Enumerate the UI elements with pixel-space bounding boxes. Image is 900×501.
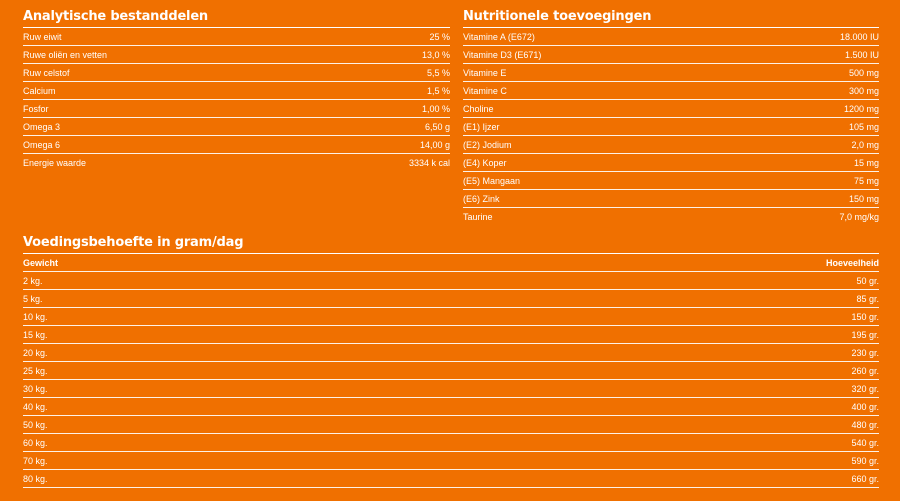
row-label: 20 kg.: [23, 347, 48, 358]
row-label: Fosfor: [23, 103, 49, 114]
row-label: Vitamine C: [463, 85, 507, 96]
table-row: [23, 452, 879, 470]
voeding-section: [23, 235, 879, 488]
row-label: (E4) Koper: [463, 157, 507, 168]
table-row: [23, 344, 879, 362]
row-label: (E5) Mangaan: [463, 175, 521, 186]
table-row: [463, 118, 879, 136]
table-row: [23, 272, 879, 290]
table-row: [23, 118, 450, 136]
row-label: Vitamine A (E672): [463, 31, 535, 42]
table-row: [23, 416, 879, 434]
row-label: 40 kg.: [23, 401, 48, 412]
table-row: [463, 208, 879, 225]
row-label: Ruw eiwit: [23, 31, 62, 42]
row-label: Vitamine D3 (E671): [463, 49, 542, 60]
row-value: 320 gr.: [851, 383, 879, 394]
row-label: (E1) Ijzer: [463, 121, 500, 132]
row-value: 25 %: [429, 31, 450, 42]
row-value: 3334 k cal: [408, 157, 450, 168]
row-label: Omega 3: [23, 121, 61, 132]
table-row: [463, 172, 879, 190]
table-row: [463, 154, 879, 172]
row-value: 260 gr.: [851, 365, 879, 376]
row-value: 1,5 %: [426, 85, 450, 96]
row-value: 400 gr.: [851, 401, 879, 412]
nutritionele-title: Nutritionele toevoegingen: [463, 9, 879, 28]
table-row: [23, 380, 879, 398]
row-value: 105 mg: [848, 121, 879, 132]
row-label: Ruw celstof: [23, 67, 70, 78]
table-row: [463, 28, 879, 46]
row-value: 13,0 %: [421, 49, 450, 60]
row-label: 5 kg.: [23, 293, 43, 304]
table-row: [23, 470, 879, 488]
row-label: Taurine: [463, 211, 493, 222]
table-row: [23, 28, 450, 46]
row-value: 15 mg: [853, 157, 879, 168]
table-row: [23, 308, 879, 326]
row-label: Energie waarde: [23, 157, 87, 168]
row-label: Omega 6: [23, 139, 61, 150]
row-label: 10 kg.: [23, 311, 48, 322]
analytische-title: Analytische bestanddelen: [23, 9, 450, 28]
row-value: 18.000 IU: [839, 31, 879, 42]
header-gewicht: Gewicht: [23, 257, 59, 268]
row-value: 150 gr.: [851, 311, 879, 322]
row-value: 6,50 g: [424, 121, 450, 132]
analytische-section: [23, 9, 450, 171]
row-value: 14,00 g: [419, 139, 450, 150]
row-label: Calcium: [23, 85, 56, 96]
row-label: (E2) Jodium: [463, 139, 512, 150]
table-row: [23, 46, 450, 64]
row-label: 25 kg.: [23, 365, 48, 376]
table-header-row: [23, 254, 879, 272]
voeding-title: Voedingsbehoefte in gram/dag: [23, 235, 879, 254]
row-value: 590 gr.: [851, 455, 879, 466]
row-value: 500 mg: [848, 67, 879, 78]
nutritionele-table: [463, 28, 879, 225]
row-value: 300 mg: [848, 85, 879, 96]
table-row: [463, 82, 879, 100]
row-value: 50 gr.: [856, 275, 879, 286]
table-row: [23, 290, 879, 308]
table-row: [23, 64, 450, 82]
row-label: 50 kg.: [23, 419, 48, 430]
row-label: 80 kg.: [23, 473, 48, 484]
table-row: [23, 326, 879, 344]
table-row: [463, 190, 879, 208]
row-label: 60 kg.: [23, 437, 48, 448]
table-row: [23, 434, 879, 452]
table-row: [23, 82, 450, 100]
row-value: 85 gr.: [856, 293, 879, 304]
analytische-table: [23, 28, 450, 171]
table-row: [23, 154, 450, 171]
row-label: 2 kg.: [23, 275, 43, 286]
row-label: Choline: [463, 103, 494, 114]
row-label: (E6) Zink: [463, 193, 500, 204]
table-row: [463, 100, 879, 118]
table-row: [463, 136, 879, 154]
table-row: [23, 398, 879, 416]
row-label: 70 kg.: [23, 455, 48, 466]
table-row: [23, 100, 450, 118]
row-value: 75 mg: [853, 175, 879, 186]
table-row: [463, 64, 879, 82]
row-value: 1.500 IU: [844, 49, 879, 60]
table-row: [463, 46, 879, 64]
row-value: 5,5 %: [426, 67, 450, 78]
table-row: [23, 136, 450, 154]
row-value: 660 gr.: [851, 473, 879, 484]
table-row: [23, 362, 879, 380]
row-label: 30 kg.: [23, 383, 48, 394]
row-label: Ruwe oliën en vetten: [23, 49, 108, 60]
nutritionele-section: [463, 9, 879, 225]
row-label: 15 kg.: [23, 329, 48, 340]
row-label: Vitamine E: [463, 67, 507, 78]
row-value: 195 gr.: [851, 329, 879, 340]
row-value: 480 gr.: [851, 419, 879, 430]
row-value: 150 mg: [848, 193, 879, 204]
row-value: 7,0 mg/kg: [839, 211, 879, 222]
row-value: 1200 mg: [843, 103, 879, 114]
row-value: 540 gr.: [851, 437, 879, 448]
row-value: 230 gr.: [851, 347, 879, 358]
row-value: 1,00 %: [421, 103, 450, 114]
voeding-table: [23, 254, 879, 488]
header-hoeveelheid: Hoeveelheid: [825, 257, 879, 268]
row-value: 2,0 mg: [851, 139, 879, 150]
